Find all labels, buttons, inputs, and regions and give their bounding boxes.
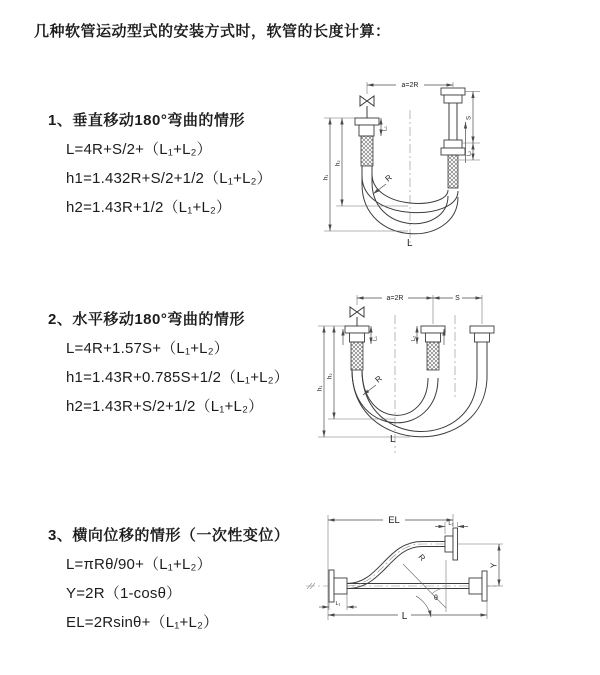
dim-label-l2: L₂ (448, 521, 454, 527)
dim-label-h2: h₂ (327, 373, 334, 379)
dimension-h1-h2 (318, 326, 411, 437)
section-1-heading: 1、垂直移动180°弯曲的情形 (48, 112, 245, 129)
dimension-l1 (381, 118, 389, 136)
section-3-formula-Y: Y=2R（1-cosθ） (66, 585, 182, 602)
dim-label-s: S (455, 295, 460, 302)
section-3-formula-EL: EL=2Rsinθ+（L₁+L₂） (66, 614, 219, 631)
section-2-heading: 2、水平移动180°弯曲的情形 (48, 311, 245, 328)
dim-label-h1: h₁ (317, 385, 324, 391)
section-1-formula-L: L=4R+S/2+（L₁+L₂） (66, 141, 212, 158)
left-flange-fitting (345, 326, 369, 370)
valve-icon (350, 307, 364, 326)
middle-flange-fitting (421, 326, 445, 370)
dim-label-a2r: a=2R (401, 82, 419, 89)
right-flange-fitting-upper (441, 88, 465, 140)
dim-label-l2: L₂ (466, 150, 473, 156)
radius-label: R (416, 552, 428, 563)
length-label: L (401, 611, 408, 622)
section-2-formula-h1: h1=1.43R+0.785S+1/2（L₁+L₂） (66, 369, 289, 386)
valve-icon (360, 96, 374, 118)
dim-label-l1: L₁ (335, 601, 341, 607)
radius-label: R (383, 172, 394, 184)
section-lateral-displacement (48, 524, 289, 632)
dim-label-y: Y (489, 562, 499, 568)
hose-displaced-position (347, 542, 445, 589)
section-2-formula-L: L=4R+1.57S+（L₁+L₂） (66, 340, 229, 357)
angle-label: θ (434, 595, 438, 602)
dimension-l1 (319, 594, 357, 610)
diagram-horizontal-180-bend (310, 283, 600, 463)
dim-label-l1: L₁ (372, 336, 379, 341)
diagram-lateral-displacement (300, 500, 600, 650)
section-1-formula-h1: h1=1.432R+S/2+1/2（L₁+L₂） (66, 170, 272, 187)
section-vertical-movement (48, 109, 272, 217)
left-flange-fitting (329, 570, 347, 602)
dimension-l2 (411, 326, 417, 344)
centerline (395, 315, 455, 453)
left-flange-fitting (355, 118, 379, 166)
dim-label-l2: L₂ (411, 335, 417, 341)
length-label: L (407, 238, 413, 249)
section-1-formula-h2: h2=1.43R+1/2（L₁+L₂） (66, 199, 232, 216)
dimension-l1 (371, 326, 379, 344)
section-2-formula-h2: h2=1.43R+S/2+1/2（L₁+L₂） (66, 398, 264, 415)
dimension-l2 (435, 521, 468, 534)
section-3-heading: 3、横向位移的情形（一次性变位） (48, 527, 290, 544)
right-flange-fitting-lower (441, 140, 465, 188)
top-right-flange-fitting (445, 528, 458, 560)
section-horizontal-movement (48, 308, 289, 416)
right-flange-fitting (470, 326, 494, 376)
page-title: 几种软管运动型式的安装方式时，软管的长度计算： (34, 23, 391, 40)
dim-label-s: S (466, 115, 473, 120)
radius-label: R (373, 373, 384, 385)
dim-label-a2r: a=2R (386, 295, 404, 302)
dim-label-h2: h₂ (335, 160, 342, 166)
dim-label-h1: h₁ (323, 174, 330, 180)
dim-label-l1: L₁ (382, 126, 389, 131)
radius-annotation (416, 553, 427, 563)
right-flange-fitting (469, 571, 487, 601)
dimension-a-2r (367, 79, 453, 94)
diagram-vertical-180-bend (310, 70, 600, 265)
radius-annotation (373, 173, 394, 194)
dim-label-el: EL (388, 515, 400, 526)
dimension-l (328, 601, 487, 622)
section-3-formula-L: L=πRθ/90+（L₁+L₂） (66, 556, 212, 573)
dimension-a-2r-and-s (357, 292, 482, 324)
length-label: L (390, 434, 396, 445)
